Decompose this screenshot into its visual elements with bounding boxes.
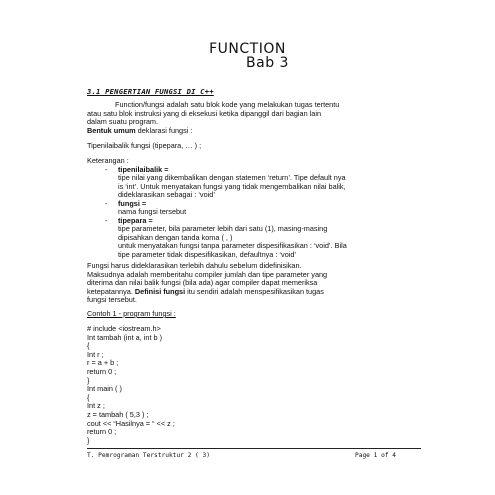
term-desc: tipe nilai yang dikembalikan dengan statemen ‘return’. Tipe default nya — [118, 173, 346, 182]
paragraph-line: Fungsi harus dideklarasikan terlebih dahulu sebelum didefinisikan. — [87, 261, 302, 270]
line-prefix: ketepatannya. — [87, 286, 135, 296]
bullet-dash: - — [105, 215, 108, 225]
intro-line: Function/fungsi adalah satu blok kode yang melakukan tugas tertentu — [115, 100, 340, 109]
footer-page-number: Page 1 of 4 — [355, 452, 396, 459]
example-heading: Contoh 1 - program fungsi : — [87, 309, 176, 318]
term-label: tipenilaibalik = — [118, 164, 169, 174]
term-desc: dipisahkan dengan tanda koma ( , ) — [118, 232, 233, 242]
term-desc: tipe parameter tidak dispesifikasikan, defaultnya : ‘void’ — [118, 249, 297, 259]
term-desc: tipe parameter, bila parameter lebih dari satu (1), masing-masing — [118, 224, 328, 233]
bold-term: Definisi fungsi — [134, 286, 186, 296]
keterangan-label: Keterangan : — [87, 156, 129, 165]
list-item — [105, 215, 419, 260]
code-line: Int z ; — [87, 401, 105, 411]
document-title: FUNCTION — [209, 41, 286, 57]
intro-rest: deklarasi fungsi : — [135, 125, 193, 135]
code-line: z = tambah ( 5,3 ) ; — [87, 409, 149, 419]
general-form: Tipenilaibalik fungsi (tipepara, … ) ; — [87, 141, 202, 150]
paragraph-line: diterima dan nilai balik fungsi (bila ada) agar compiler dapat memeriksa — [87, 278, 318, 287]
code-line: Int main ( ) — [87, 384, 122, 394]
code-line: return 0 ; — [87, 427, 117, 437]
term-desc: untuk menyatakan fungsi tanpa parameter dispesifikasikan : ‘void’. Bila — [118, 241, 347, 250]
intro-paragraph — [87, 101, 419, 135]
code-line: cout << “Hasilnya = “ << z ; — [87, 418, 175, 428]
list-item — [105, 198, 419, 217]
term-desc: nama fungsi tersebut — [118, 207, 187, 216]
code-line: { — [87, 341, 90, 351]
code-line: Int r ; — [87, 349, 104, 359]
code-line: } — [87, 375, 90, 385]
keterangan-block — [87, 157, 419, 259]
code-line: } — [87, 435, 90, 445]
intro-line: dalam suatu program. — [87, 117, 158, 126]
bold-label: Bentuk umum — [87, 125, 136, 135]
code-line: # include <iostream.h> — [87, 324, 161, 333]
line-suffix: itu sendiri adalah menspesifikasikan tugas — [185, 286, 324, 296]
keterangan-list — [105, 164, 419, 260]
footer-divider — [87, 448, 421, 449]
declaration-paragraph — [87, 262, 419, 305]
code-line: Int tambah (int a, int b ) — [87, 332, 163, 342]
list-item — [105, 164, 419, 200]
code-listing — [87, 325, 175, 445]
section-heading: 3.1 PENGERTIAN FUNGSI DI C++ — [87, 87, 214, 96]
intro-line: atau satu blok instruksi yang di eksekusi ketika dipanggil dari bagian lain — [87, 108, 322, 118]
code-line: r = a + b ; — [87, 358, 119, 368]
code-line: { — [87, 392, 90, 402]
term-desc: dideklarasikan sebagai : ‘void’ — [118, 190, 215, 199]
term-label: fungsi = — [118, 198, 147, 208]
general-form-intro — [87, 127, 419, 136]
paragraph-line: fungsi tersebut. — [87, 295, 137, 304]
term-desc: is ‘int’. Untuk menyatakan fungsi yang tidak mengembalikan nilai balik, — [118, 181, 346, 191]
chapter-subtitle: Bab 3 — [246, 55, 289, 71]
paragraph-line: Maksudnya adalah memberitahu compiler jumlah dan tipe parameter yang — [87, 269, 328, 279]
bullet-dash: - — [105, 198, 108, 208]
footer-course: T. Pemrograman Terstruktur 2 ( 3) — [87, 452, 210, 459]
term-label: tipepara = — [118, 215, 153, 225]
code-line: return 0 ; — [87, 366, 117, 376]
bullet-dash: - — [105, 164, 108, 174]
